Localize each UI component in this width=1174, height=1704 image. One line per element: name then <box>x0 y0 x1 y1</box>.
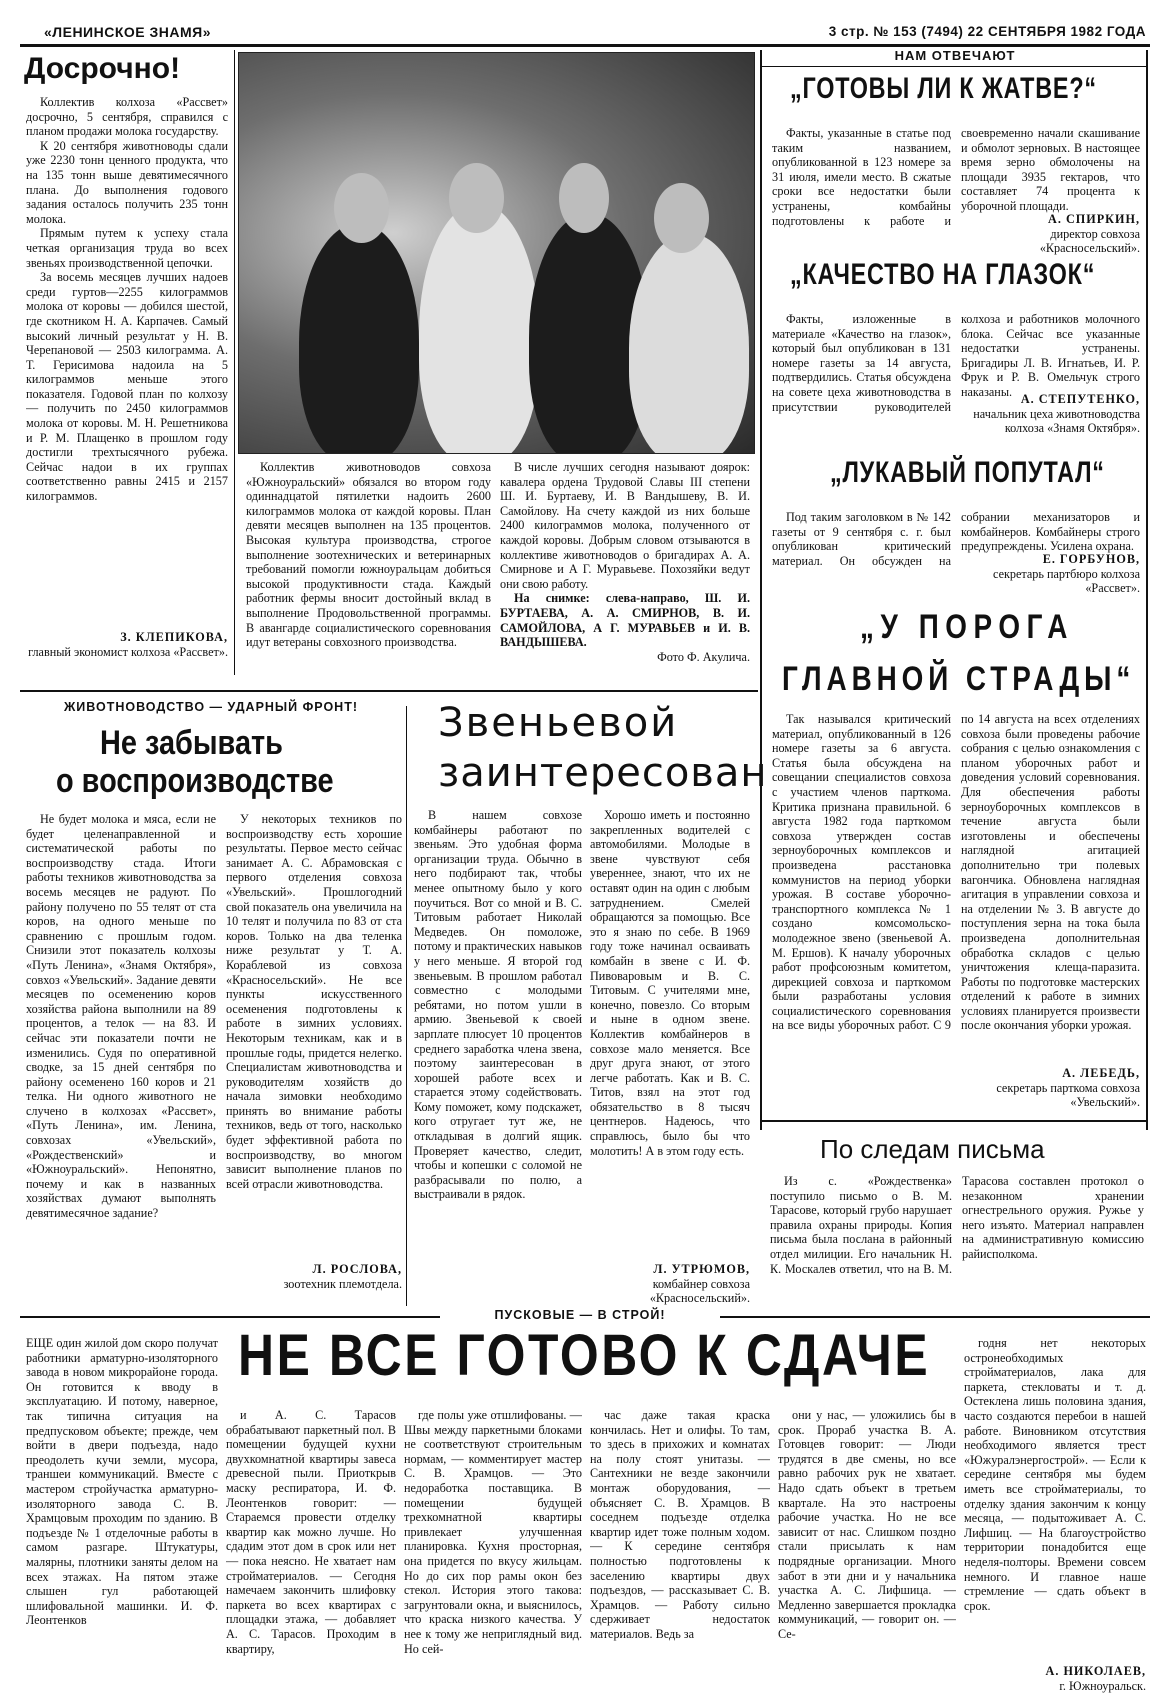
answers-kicker-rule <box>762 66 1146 67</box>
dosrochno-p4: За восемь месяцев лучших надоев среди гуртов—2255 килограммов молока от коровы — добился шестой, где скотником Н. А. Карпачев. Самый высокий личный результат у Н. В. Черепановой — 2503 килограмма. А. Т. Герисимова надоила на 5 килограммов меньше этого показателя. Годовой план по колхозу — получить по 2450 килограммов молока от коровы. М. Н. Решетникова и Р. М. Плащенко в прошлом году достигли трехтысячного рубежа. Сейчас надои в их группах соответственно равны 2415 и 2157 килограммов. <box>26 270 228 504</box>
answer-1-paragraph: Факты, указанные в статье под таким названием, опубликованной в 123 номере за 31 июля, имели место. В сжатые сроки все недостатки были устранены, комбайны подготовлены к работе и своевременно начали скашивание и обмолот зерновых. В настоящее время зерно обмолочены на площади 3935 гектаров, что составляет 74 процента к уборочной площади. <box>772 126 1140 228</box>
u-poroga-author: А. ЛЕБЕДЬ, <box>1062 1066 1140 1080</box>
u-poroga-headline-2: ГЛАВНОЙ СТРАДЫ“ <box>782 660 1136 698</box>
answer-3-author-title: секретарь партбюро колхоза «Рассвет». <box>993 566 1140 596</box>
answer-2-paragraph: Факты, изложенные в материале «Качество на глазок», который был опубликован в 131 номере газеты за 14 августа, подтвердились. Статья обсуждена на совете цеха животноводства в присутствии руководителей колхоза и работников молочного блока. Сейчас все указанные недостатки устранены. Бригадиры Л. В. Игнатьев, И. Р. Фрук и Р. В. Омельчук строго наказаны. <box>772 312 1140 414</box>
photo-caption-right-text: В числе лучших сегодня называют доярок: кавалера ордена Трудовой Славы III степени Ш. И. Буртаеву, И. В Вандышеву, В. И. Самойлову. На счету каждой из них больше 2400 килограммов молока, полученного от каждой коровы. Добрым словом отзываются в коллективе животноводов о бригадирах А. А. Смирнове и А Г. Муравьеве. Похозяйки ведут они свою работу. <box>500 460 750 591</box>
answer-2-headline: „КАЧЕСТВО НА ГЛАЗОК“ <box>790 258 1096 291</box>
dosrochno-body <box>26 95 228 615</box>
zvenevoi-headline-1: Звеньевой <box>438 700 679 746</box>
photo-face-4 <box>654 183 709 253</box>
bottom-section-rule-right <box>720 1316 1150 1318</box>
answers-box-bottom <box>760 1120 1148 1122</box>
po-sledam-text <box>770 1174 1144 1304</box>
photo-face-1 <box>334 173 389 243</box>
top-section-rule <box>20 690 758 692</box>
u-poroga-headline-1: „У ПОРОГА <box>860 608 1074 646</box>
photo-figure-1 <box>299 223 419 454</box>
dosrochno-p1: Коллектив колхоза «Рассвет» досрочно, 5 сентября, справился с планом продажи молока государству. <box>26 95 228 139</box>
masthead-rule <box>20 44 1150 47</box>
dosrochno-signature <box>26 630 228 659</box>
answer-3-paragraph: Под таким заголовком в № 142 газеты от 9 сентября с. г. был опубликован критический материал. Он обсужден на собрании механизаторов и комбайнеров. Комбайнеры строго предупреждены. Усилена охрана. <box>772 510 1140 568</box>
vrule-vospr <box>406 706 407 1306</box>
answers-box-left <box>760 50 762 1130</box>
zvenevoi-signature <box>590 1262 750 1306</box>
photo-face-3 <box>559 163 609 233</box>
answer-1-headline: „ГОТОВЫ ЛИ К ЖАТВЕ?“ <box>790 72 1097 105</box>
vospr-text-left <box>26 812 216 1302</box>
ne-vse-signature <box>964 1664 1146 1693</box>
ne-vse-col-3 <box>404 1408 582 1698</box>
photo-caption-names: На снимке: слева-направо, Ш. И. БУРТАЕВА, А. А. СМИРНОВ, В. И. САМОЙЛОВА, А Г. МУРАВЬЕВ и И. В. ВАНДЫШЕВА. <box>500 591 750 650</box>
ne-vse-paragraph-3: где полы уже отшлифованы. — Швы между паркетными блоками не соответствуют строительным нормам, — комментирует мастер С. В. Храмцов. — Это недоработка поставщика. В помещении будущей трехкомнатной квартиры привлекает улучшенная планировка. Кухня просторная, она придется по вкусу жильцам. Но до сих пор рамы окон без стекол. История этого такова: загрунтовали окна, и выяснилось, что краска низкого качества. У нее к тому же неприглядный вид. Но сей- <box>404 1408 582 1656</box>
answer-1-signature <box>960 212 1140 256</box>
answers-box-right <box>1146 50 1148 1130</box>
bottom-section-rule-left <box>20 1316 440 1318</box>
answers-kicker: НАМ ОТВЕЧАЮТ <box>894 48 1016 63</box>
answer-3-signature <box>960 552 1140 596</box>
ne-vse-paragraph-1: ЕЩЕ один жилой дом скоро получат работники арматурно-изоляторного завода в новом микрорайоне города. Он готовится к вводу в эксплуатацию. И потому, наверное, так типична ситуация на предпусковом объекте; прежде, чем войти в двери подъезда, надо преодолеть кучи земли, мусора, траншеи коммуникаций. Вместе с мастером стройучастка арматурно-изоляторного завода С. В. Храмцовым проходим по зданию. В подъезде № 1 отделочные работы в самом разгаре. Штукатуры, малярны, плотники заняты делом на всех этажах. На пятом этаже слышен гул работающей шлифовальной машинки. И. Ф. Леонтенков <box>26 1336 218 1628</box>
photo-caption-right <box>500 460 750 680</box>
ne-vse-col-1 <box>26 1336 218 1696</box>
vospr-signature <box>226 1262 402 1291</box>
photo-credit: Фото Ф. Акулича. <box>657 649 750 664</box>
u-poroga-text <box>772 712 1140 1102</box>
ne-vse-col-6 <box>964 1336 1146 1656</box>
answer-2-author-title: начальник цеха животноводства колхоза «Знамя Октября». <box>973 406 1140 436</box>
page-info: 3 стр. № 153 (7494) 22 СЕНТЯБРЯ 1982 ГОДА <box>828 24 1146 39</box>
zvenevoi-paragraph-left: В нашем совхозе комбайнеры работают по звеньям. Это удобная форма организации труда. Обычно в него подбирают так, чтобы менее опытному было у кого поучиться. Вот со мной и В. С. Титовым работает Николай Медведев. Он помоложе, потому и практических навыков у него меньше. Я второй год звеньевым. В прошлом работал совместно с молодыми ребятами, но потом ушли в армию. Звеньевой к своей зарплате плюсует 10 процентов среднего заработка члена звена, поэтому заинтересован в хорошей работе всех и старается этому содействовать. Кому поможет, кому подскажет, кого отругает тут же, не откладывая в долгий ящик. Проверяет качество, следит, чтобы и копешки с соломой не разбрасывали по полю, а выстраивали в рядок. <box>414 808 582 1202</box>
paper-name: «ЛЕНИНСКОЕ ЗНАМЯ» <box>44 24 212 40</box>
zvenevoi-text-right <box>590 808 750 1248</box>
vospr-headline-2: о воспроизводстве <box>56 762 334 800</box>
vospr-kicker: ЖИВОТНОВОДСТВО — УДАРНЫЙ ФРОНТ! <box>63 700 359 714</box>
answer-3-headline: „ЛУКАВЫЙ ПОПУТАЛ“ <box>830 456 1105 489</box>
ne-vse-author-place: г. Южноуральск. <box>1059 1678 1146 1693</box>
ne-vse-paragraph-4: час даже такая краска кончилась. Нет и олифы. То там, то здесь в прихожих и комнатах на полу стоят унитазы. — Сантехники не везде закончили монтаж оборудования, — объясняет С. В. Храмцов. В соседнем подъезде отделка квартир идет тоже полным ходом. — К середине сентября полностью подготовлены к заселению квартиры двух подъездов, — рассказывает С. В. Храмцов. — Работу сильно сдерживает недостаток материалов. Ведь за <box>590 1408 770 1641</box>
ne-vse-paragraph-2: и А. С. Тарасов обрабатывают паркетный пол. В помещении будущей кухни двухкомнатной квартиры завеса древесной пыли. Приоткрыв маску респиратора, И. Ф. Леонтенков говорит: — Стараемся провести отделку квартир как можно лучше. Но сдадим этот дом в срок или нет — пока неясно. Не хватает нам стройматериалов. — Сегодня намечаем закончить шлифовку паркета во всех квартирах с площадки этажа, — добавляет А. С. Тарасов. Проходим в квартиру, <box>226 1408 396 1656</box>
ne-vse-paragraph-5: они у нас, — уложились бы в срок. Прораб участка В. А. Готовцев говорит: — Люди трудятся в две смены, но все равно рабочих рук не хватает. Надо сдать объект в третьем квартале. На это настроены рабочие участка. Но не все зависит от нас. Слишком поздно стали присылать к нам подрядные организации. Много забот в эти дни и у начальника участка А. С. Лифшица. — Медленно завершается прокладка коммуникаций, — говорит он. — Се- <box>778 1408 956 1641</box>
dosrochno-author-title: главный экономист колхоза «Рассвет». <box>28 644 228 659</box>
zvenevoi-author-title: комбайнер совхоза «Красносельский». <box>649 1276 750 1306</box>
ne-vse-paragraph-6: годня нет некоторых остронеобходимых стройматериалов, лака для паркета, стекловаты и т. д. Остеклена лишь половина здания, часто создаются перебои в нашей работе. Виновником отсутствия необходимого является трест «Южуралэнергострой». — Если к середине сентября мы будем иметь все стройматериалы, то отделку здания закончим к концу месяца, — подытоживает А. С. Лифшиц. — На благоустройство территории понадобится еще неделя-полторы. Времени совсем немного. И главное наше стремление — сдать объект в срок. <box>964 1336 1146 1613</box>
dosrochno-p3: Прямым путем к успеху стала четкая организация труда во всех звеньях производственной цепочки. <box>26 226 228 270</box>
answer-3-author: Е. ГОРБУНОВ, <box>1042 552 1140 566</box>
ne-vse-kicker: ПУСКОВЫЕ — В СТРОЙ! <box>494 1308 666 1322</box>
answer-1-author: А. СПИРКИН, <box>1048 212 1140 226</box>
ne-vse-headline: НЕ ВСЕ ГОТОВО К СДАЧЕ <box>238 1323 931 1388</box>
u-poroga-author-title: секретарь парткома совхоза «Увельский». <box>996 1080 1140 1110</box>
ne-vse-col-4 <box>590 1408 770 1698</box>
photo-caption-left-text: Коллектив животноводов совхоза «Южноуральский» обязался во втором году одиннадцатой пятилетки надоить 2600 килограммов молока от каждой коровы. План девяти месяцев выполнен на 135 процентов. Высокая культура производства, строгое выполнение зоотехнических и ветеринарных требований помогли южноуральцам добиться высокой продуктивности стада. Каждый работник фермы вносит достойный вклад в выполнение Продовольственной программы. В авангарде социалистического соревнования идут ветераны совхозного производства. <box>246 460 491 650</box>
dosrochno-title: Досрочно! <box>24 52 181 85</box>
ne-vse-author: А. НИКОЛАЕВ, <box>1045 1664 1146 1678</box>
vrule-dosrochno <box>234 50 235 675</box>
vospr-text-right <box>226 812 402 1252</box>
answer-1-author-title: директор совхоза «Красносельский». <box>1039 226 1140 256</box>
vospr-author-title: зоотехник племотдела. <box>283 1276 402 1291</box>
po-sledam-paragraph: Из с. «Рождественка» поступило письмо о В. М. Тарасове, который грубо нарушает правила охраны природы. Копия письма была послана в районный отдел милиции. Его начальник Н. К. Москалев ответил, что на В. М. Тарасова составлен протокол о незаконном хранении огнестрельного оружия. Ружье у него изъято. Материал направлен на административную комиссию райисполкома. <box>770 1174 1144 1276</box>
zvenevoi-headline-2: заинтересован <box>438 750 768 796</box>
ne-vse-col-2 <box>226 1408 396 1698</box>
zvenevoi-text-left <box>414 808 582 1308</box>
u-poroga-paragraph: Так назывался критический материал, опубликованный в 126 номере газеты за 6 августа. Статья была обсуждена на совещании специалистов совхоза с участием членов парткома. Критика признана правильной. 6 августа 1982 года парткомом совхоза утвержден состав зерноуборочных комплексов и произведена расстановка коммунистов на период уборки урожая. В составе уборочно-транспортного комплекса № 1 создано комсомольско-молодежное звено (звеньевой А. М. Ершов). К началу уборочных работ профсоюзным комитетом, дирекцией совхоза и парткомом были разработаны условия социалистического соревнования на все виды уборочных работ. С 9 по 14 августа на всех отделениях совхоза были проведены рабочие собрания с целью ознакомления с планом уборочных работ и доведения условий соревнования. Для обеспечения работы зерноуборочных комплексов в течение августа были изготовлены и обеспечены наглядной агитацией дополнительно три полевых вагончика. Обновлена наглядная агитация в управлении совхоза и на отделении № 3. В августе до поступления зерна на тока была произведена дополнительная обработка складов с целью уничтожения клеща-паразита. Работы по подготовке мастерских отделений к работе в зимних условиях планируется произвести после окончания уборки урожая. <box>772 712 1140 1033</box>
photo-figure-2 <box>419 203 539 454</box>
photo-face-2 <box>449 163 504 233</box>
answer-2-author: А. СТЕПУТЕНКО, <box>1020 392 1140 406</box>
livestock-team-photo <box>238 52 755 454</box>
zvenevoi-paragraph-right: Хорошо иметь и постоянно закрепленных водителей с автомобилями. Молодые в звене чувствуют себя увереннее, знают, что их не оставят один на один с любым затруднением. Смелей обращаются за помощью. Все это я знаю по себе. В 1969 году тоже начинал осваивать комбайн в звене с И. Ф. Пивоваровым и В. С. Титовым. С учителями мне, конечно, повезло. Со вторым и ныне в одном звене. Коллектив комбайнеров в совхозе мало меняется. Все друг друга знают, от этого легче работать. Как и В. С. Титов, взял на этот год обязательство в 8 тысяч центнеров. Надеюсь, что справлюсь, было бы что молотить! А в этом году есть. <box>590 808 750 1158</box>
zvenevoi-author: Л. УТРЮМОВ, <box>653 1262 750 1276</box>
photo-figure-4 <box>629 233 749 454</box>
po-sledam-headline: По следам письма <box>820 1134 1045 1164</box>
answer-2-signature <box>960 392 1140 436</box>
u-poroga-signature <box>960 1066 1140 1110</box>
vospr-headline-1: Не забывать <box>100 724 283 762</box>
dosrochno-p2: К 20 сентября животноводы сдали уже 2230 тонн ценного продукта, что на 135 тонн выше девятимесячного плана. До выполнения годового задания осталось получить 235 тонн молока. <box>26 138 228 226</box>
ne-vse-col-5 <box>778 1408 956 1698</box>
vospr-author: Л. РОСЛОВА, <box>312 1262 402 1276</box>
dosrochno-author: З. КЛЕПИКОВА, <box>120 630 228 644</box>
vospr-paragraph-right: У некоторых техников по воспроизводству есть хорошие результаты. Первое место сейчас занимает А. С. Абрамовская с первого отделения совхоза «Увельский». Прошлогодний свой показатель она увеличила на 10 телят и получила по 83 от ста коров. Только на два теленка ниже результат у Т. А. Кораблевой из совхоза «Красносельский». Не все пункты искусственного осеменения подготовлены к работе в зимних условиях. Некоторым техникам, как и в прошлые годы, придется нелегко. Специалистам животноводства и руководителям хозяйств до начала зимовки необходимо принять во внимание работы техников, ведь от того, насколько будет эффективной работа по воспроизводству, во многом зависит выполнение планов по всей отрасли животноводства. <box>226 812 402 1191</box>
vospr-paragraph-left: Не будет молока и мяса, если не будет целенаправленной и систематической работы по воспроизводству стада. Итоги работы техников животноводства за восемь месяцев не радуют. По району получено по 55 телят от ста коров, на одного меньше по сравнению с прошлым годом. Снизили этот показатель колхозы «Путь Ленина», «Знамя Октября», совхоз «Увельский». Задание девяти месяцев по осеменению коров хозяйства района выполнили на 89 процентов, а телок — на 83. И сейчас эти показатели почти не изменились. Судя по оперативной сводке, за 15 дней сентября по району осеменено 160 коров и 21 телка. Ни одного животного не случено в колхозах «Рассвет», «Путь Ленина», им. Ленина, совхозах «Увельский», «Рождественский» и «Южноуральский». Непонятно, почему и как в названных хозяйствах думают выполнять девятимесячное задание? <box>26 812 216 1221</box>
photo-caption-left <box>246 460 491 675</box>
